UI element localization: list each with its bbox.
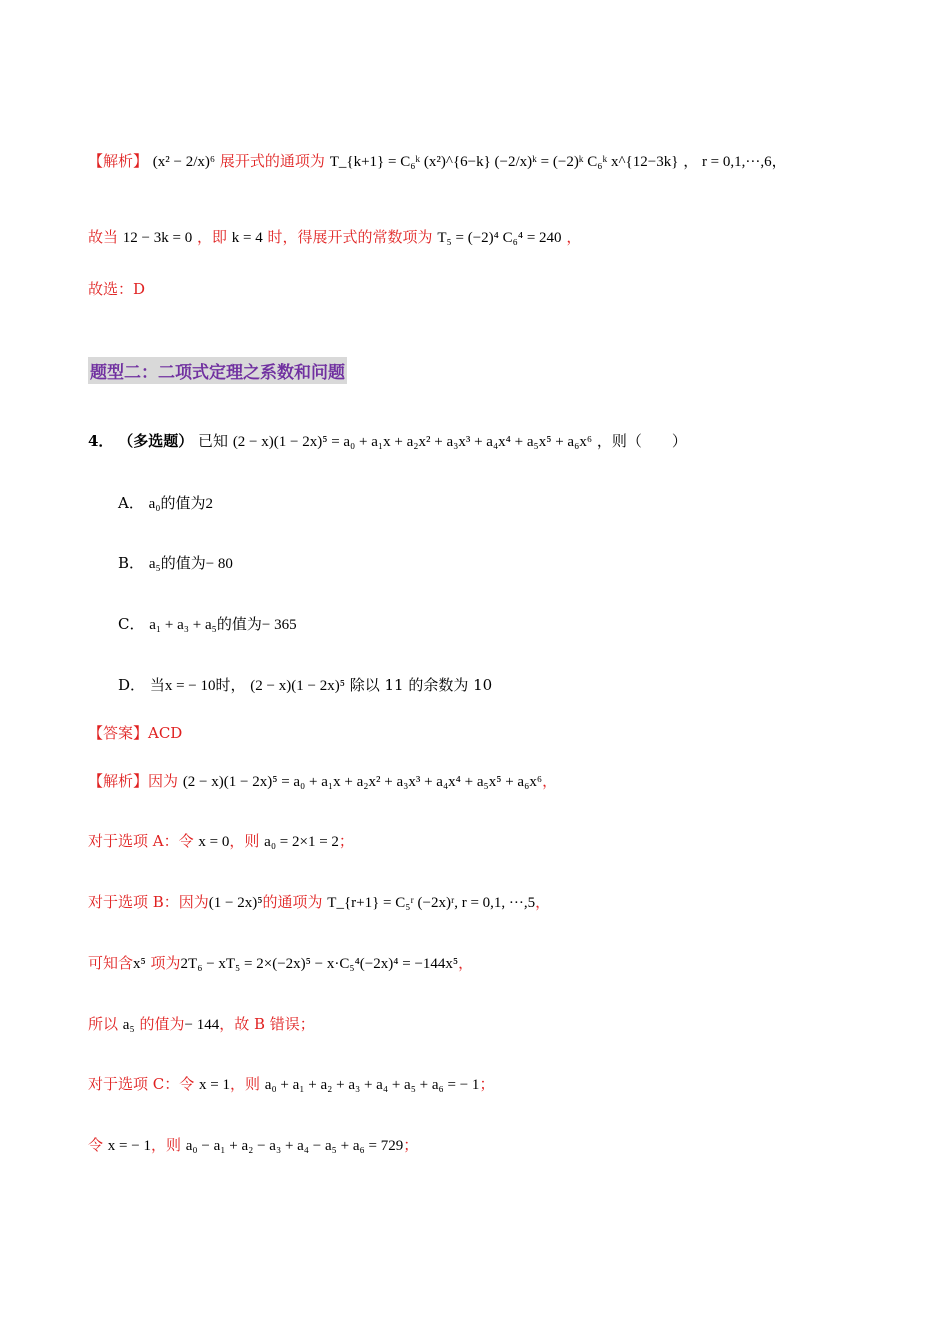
solution-formula: a₀ = 2×1 = 2 [264,834,339,850]
condition-formula: 12 − 3k = 0 [122,230,193,246]
option-value: 除以 11 的余数为 10 [349,676,493,694]
solution-text: 对于选项 B：因为 [88,893,209,911]
question-formula: (2 − x)(1 − 2x)⁵ = a₀ + a₁x + a₂x² + a₃x³ + a₄x⁴ + a₅x⁵ + a₆x⁶ [232,434,593,450]
option-text: 的值为 [216,615,262,633]
solution-formula: a₀ + a₁ + a₂ + a₃ + a₄ + a₅ + a₆ = − 1 [264,1077,480,1093]
option-letter: D． [118,676,146,694]
solution-label: 【解析】 [88,772,149,790]
option-b [118,552,233,573]
option-text: 的值为 [160,494,206,512]
option-pre: 当 [149,676,165,694]
question-text: 已知 [198,432,229,450]
analysis-text: 展开式的通项为 [219,152,325,170]
solution-text: 的通项为 [262,893,323,911]
option-formula: a₀ [148,496,161,512]
solution-text: ，则 [230,1075,261,1093]
solution-formula: a₀ − a₁ + a₂ − a₃ + a₄ − a₅ + a₆ = 729 [185,1138,404,1154]
option-c [118,613,297,634]
option-formula: a₁ + a₃ + a₅ [149,617,217,633]
option-text: 的值为 [160,554,206,572]
solution-formula: x = 0 [198,834,230,850]
answer-choice-line: 故选：D [88,280,146,298]
solution-text: 对于选项 C：令 [88,1075,195,1093]
solution-text: ，则 [150,1136,181,1154]
option-d [118,674,492,695]
binomial-expression: (x² − 2/x)⁶ [152,154,216,170]
solution-formula: T_{r+1} = C₅ʳ (−2x)ʳ, r = 0,1, ···,5 [327,895,536,911]
solution-formula: (2 − x)(1 − 2x)⁵ = a₀ + a₁x + a₂x² + a₃x³ + a₄x⁴ + a₅x⁵ + a₆x⁶ [182,774,543,790]
solution-option-b-2: 可知含x⁵ 项为2T₆ − xT₅ = 2×(−2x)⁵ − x·C₅⁴(−2x)⁴ = −144x⁵， [88,954,474,972]
option-text: 时， [215,676,246,694]
analysis-text: ，即 [197,228,228,246]
k-value-formula: k = 4 [231,230,263,246]
solution-option-a: 对于选项 A：令 x = 0，则 a₀ = 2×1 = 2； [88,832,354,850]
solution-text: 可知含 [88,954,134,972]
option-formula: a₅ [148,556,161,572]
analysis-text: 故当 [88,228,119,246]
analysis-line-1 [88,150,787,171]
option-value: − 80 [205,556,233,572]
solution-formula: x⁵ [133,956,146,972]
option-letter: B． [118,554,145,572]
question-number: 4． [88,432,114,450]
solution-formula: 2T₆ − xT₅ = 2×(−2x)⁵ − x·C₅⁴(−2x)⁴ = −144x⁵ [180,956,459,972]
analysis-tail: ， [566,228,582,246]
option-value: 2 [205,496,214,512]
solution-text: 所以 [88,1015,119,1033]
solution-option-b: 对于选项 B：因为(1 − 2x)⁵的通项为 T_{r+1} = C₅ʳ (−2x)ʳ, r = 0,1, ···,5， [88,893,551,911]
option-formula: x = − 10 [164,678,216,694]
solution-formula: x = 1 [199,1077,230,1093]
option-value: − 365 [261,617,297,633]
analysis-label: 【解析】 [88,152,149,170]
solution-text: 项为 [150,954,181,972]
solution-text: 的值为 [139,1015,185,1033]
solution-text: 令 [88,1136,104,1154]
solution-formula: − 144 [184,1017,220,1033]
solution-line-1: 【解析】因为 (2 − x)(1 − 2x)⁵ = a₀ + a₁x + a₂x² + a₃x³ + a₄x⁴ + a₅x⁵ + a₆x⁶， [88,772,558,790]
section-heading: 题型二：二项式定理之系数和问题 [88,357,347,384]
general-term-formula: T_{k+1} = C₆ᵏ (x²)^{6−k} (−2/x)ᵏ = (−2)ᵏ C₆ᵏ x^{12−3k} [329,154,679,170]
solution-option-c-2: 令 x = − 1，则 a₀ − a₁ + a₂ − a₃ + a₄ − a₅ + a₆ = 729； [88,1136,419,1154]
solution-formula: (1 − 2x)⁵ [208,895,263,911]
solution-formula: x = − 1 [107,1138,151,1154]
solution-formula: a₅ [122,1017,135,1033]
option-formula-2: (2 − x)(1 − 2x)⁵ [250,678,345,694]
index-range: ， r = 0,1,···,6， [683,154,787,170]
option-a [118,492,213,513]
constant-term-formula: T₅ = (−2)⁴ C₆⁴ = 240 [437,230,562,246]
question-4 [88,430,687,451]
question-tag: （多选题） [118,432,194,450]
solution-option-c: 对于选项 C：令 x = 1，则 a₀ + a₁ + a₂ + a₃ + a₄ + a₅ + a₆ = − 1； [88,1075,495,1093]
analysis-line-2 [88,226,581,247]
solution-text: ，则 [229,832,260,850]
solution-text: ，故 B 错误； [219,1015,315,1033]
solution-text: 因为 [148,772,179,790]
option-letter: C． [118,615,145,633]
analysis-text: 时，得展开式的常数项为 [267,228,433,246]
answer-line: 【答案】ACD [88,724,183,742]
question-tail: ，则（ ） [596,432,687,450]
solution-option-b-3 [88,1013,315,1034]
solution-text: 对于选项 A：令 [88,832,194,850]
option-letter: A． [118,494,144,512]
